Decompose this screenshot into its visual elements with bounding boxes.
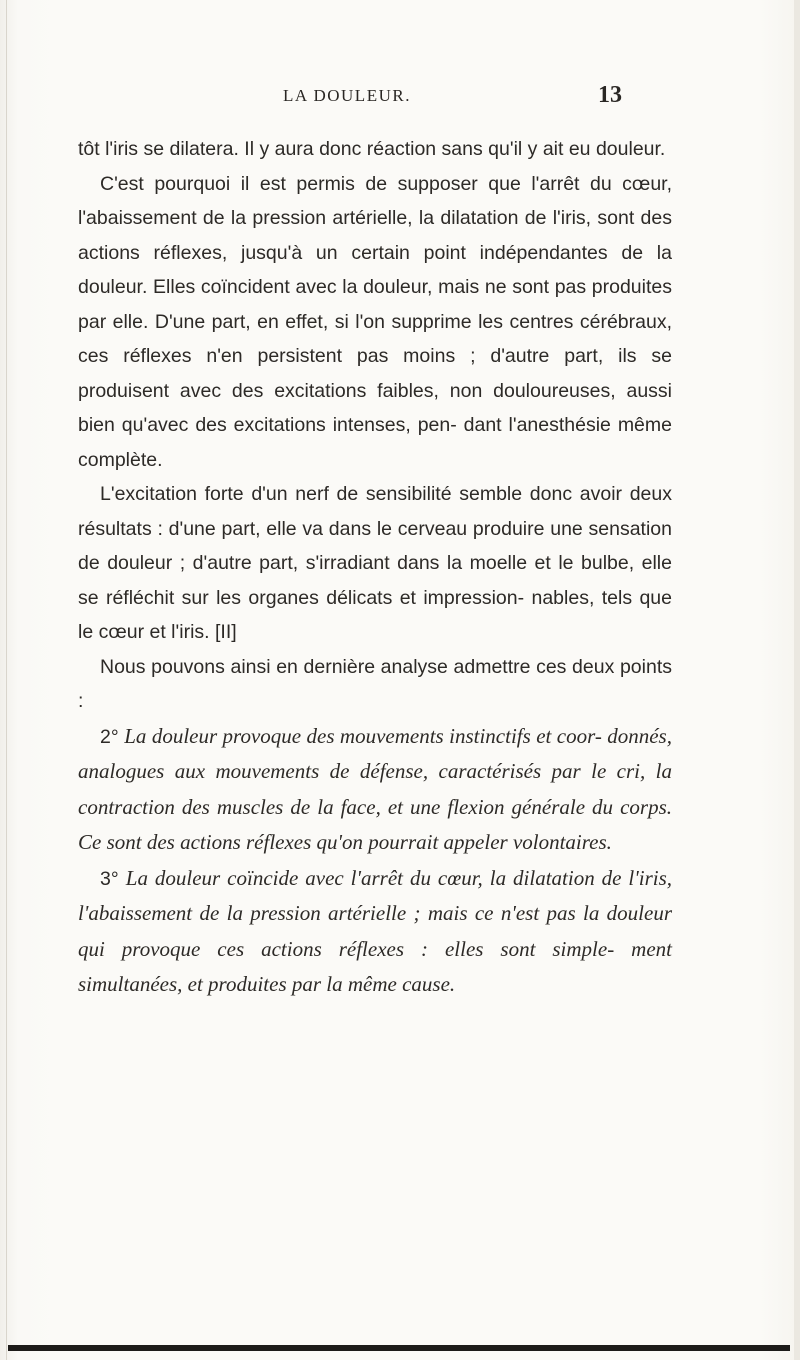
page-right-shade: [794, 0, 800, 1360]
point-3-text: La douleur coïncide avec l'arrêt du cœur, la dilatation de l'iris, l'abaissement de la pression artérielle ; mais ce n'est pas la douleur qui provoque ces actions réflexes : elles sont simple- ment simultanées, et produites par la même cause.: [78, 865, 673, 996]
page-left-edge: [6, 0, 7, 1360]
point-2-text: La douleur provoque des mouvements instinctifs et coor- donnés, analogues aux mouvements de défense, caractérisés par le cri, la contraction des muscles de la face, et une flexion générale du corps. Ce sont des actions réflexes qu'on pourrait appeler volontaires.: [78, 723, 672, 854]
paragraph-1: tôt l'iris se dilatera. Il y aura donc réaction sans qu'il y ait eu douleur.: [78, 138, 666, 160]
paragraph-3: L'excitation forte d'un nerf de sensibilité semble donc avoir deux résultats : d'une part, elle va dans le cerveau produire une sensation de douleur ; d'autre part, s'irradiant dans la moelle et le bulbe, elle se réfléchit sur les organes délicats et impression- nables, tels que le cœur et l'iris. [II]: [78, 483, 672, 643]
bottom-edge-bar: [8, 1345, 790, 1351]
paragraph-2: C'est pourquoi il est permis de supposer que l'arrêt du cœur, l'abaissement de la pression artérielle, la dilatation de l'iris, sont des actions réflexes, jusqu'à un certain point indépendantes de la douleur. Elles coïncident avec la douleur, mais ne sont pas produites par elle. D'une part, en effet, si l'on supprime les centres cérébraux, ces réflexes n'en persistent pas moins ; d'autre part, ils se produisent avec des excitations faibles, non douloureuses, aussi bien qu'avec des excitations intenses, pen- dant l'anesthésie même complète.: [78, 172, 672, 471]
paragraph-5: [78, 719, 672, 861]
page-number: 13: [598, 82, 622, 108]
body-text: [78, 132, 672, 1003]
point-number-2: 2°: [100, 725, 119, 748]
paragraph-6: [78, 861, 672, 1003]
running-head: LA DOULEUR.: [283, 86, 411, 105]
page-header: [0, 82, 800, 110]
paragraph-4: Nous pouvons ainsi en dernière analyse admettre ces deux points :: [78, 655, 672, 712]
point-number-3: 3°: [100, 867, 119, 890]
